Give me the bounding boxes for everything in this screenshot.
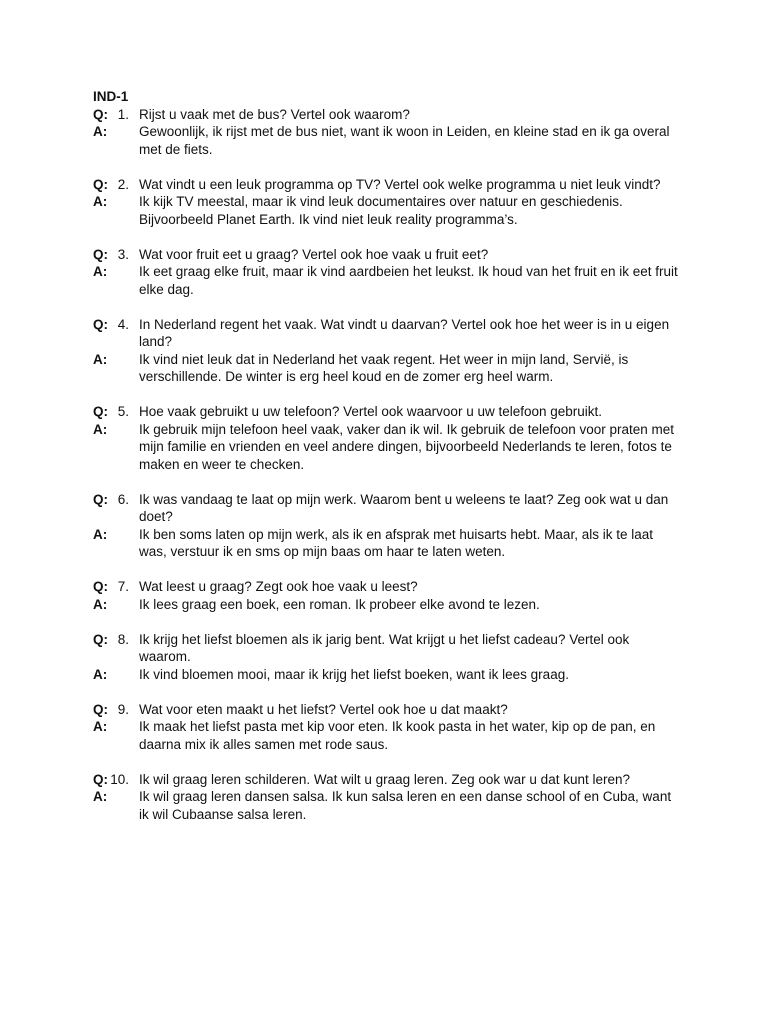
answer-text: Ik vind niet leuk dat in Nederland het vaak regent. Het weer in mijn land, Servië, is verschillende. De winter is erg heel koud en de zomer erg heel warm. xyxy=(139,351,629,384)
question-text: Rijst u vaak met de bus? Vertel ook waarom? xyxy=(139,106,410,122)
qa-item xyxy=(93,106,683,159)
item-number: 6. xyxy=(117,491,129,507)
answer-label: A: xyxy=(93,194,108,209)
answer-text: Ik gebruik mijn telefoon heel vaak, vaker dan ik wil. Ik gebruik de telefoon voor praten met mijn familie en vrienden en veel andere dingen, bijvoorbeeld Nederlands te leren, fotos te maken en weer te checken. xyxy=(139,421,675,472)
answer-line xyxy=(93,718,683,753)
answer-text: Ik vind bloemen mooi, maar ik krijg het liefst boeken, want ik lees graag. xyxy=(139,666,569,682)
question-label: Q: xyxy=(93,491,108,507)
item-number: 1. xyxy=(117,106,129,122)
question-text: Wat vindt u een leuk programma op TV? Vertel ook welke programma u niet leuk vindt? xyxy=(139,176,661,192)
answer-line xyxy=(93,193,683,228)
answer-line xyxy=(93,788,683,823)
question-label: Q: xyxy=(93,404,108,419)
answer-line xyxy=(93,596,683,614)
question-text: Wat voor fruit eet u graag? Vertel ook hoe vaak u fruit eet? xyxy=(139,246,489,262)
answer-text: Ik lees graag een boek, een roman. Ik probeer elke avond te lezen. xyxy=(139,596,540,612)
question-label: Q: xyxy=(93,106,108,122)
answer-text: Ik maak het liefst pasta met kip voor eten. Ik kook pasta in het water, kip op de pan, en daarna mix ik alles samen met rode saus. xyxy=(139,719,656,752)
answer-text: Ik eet graag elke fruit, maar ik vind aardbeien het leukst. Ik houd van het fruit en ik eet fruit elke dag. xyxy=(139,264,678,297)
item-number: 2. xyxy=(117,176,129,192)
answer-label: A: xyxy=(93,719,108,734)
question-line xyxy=(93,403,683,421)
question-text: In Nederland regent het vaak. Wat vindt u daarvan? Vertel ook hoe het weer is in u eigen land? xyxy=(139,316,670,349)
answer-label: A: xyxy=(93,264,108,279)
item-number: 4. xyxy=(117,316,129,332)
question-line xyxy=(93,316,683,351)
question-text: Wat leest u graag? Zegt ook hoe vaak u leest? xyxy=(139,579,418,594)
question-text: Hoe vaak gebruikt u uw telefoon? Vertel ook waarvoor u uw telefoon gebruikt. xyxy=(139,404,603,419)
qa-item xyxy=(93,246,683,299)
item-number: 7. xyxy=(117,579,129,594)
qa-item xyxy=(93,176,683,229)
question-label: Q: xyxy=(93,246,108,262)
question-line xyxy=(93,631,683,666)
question-label: Q: xyxy=(93,579,108,594)
answer-label: A: xyxy=(93,596,108,612)
question-line xyxy=(93,246,683,264)
answer-line xyxy=(93,421,683,474)
question-line xyxy=(93,701,683,719)
answer-text: Ik ben soms laten op mijn werk, als ik en afsprak met huisarts hebt. Maar, als ik te laat was, verstuur ik en sms op mijn baas om haar te laten weten. xyxy=(139,526,653,559)
question-line xyxy=(93,491,683,526)
question-line xyxy=(93,578,683,596)
question-text: Ik krijg het liefst bloemen als ik jarig bent. Wat krijgt u het liefst cadeau? Vertel ook waarom. xyxy=(139,631,630,664)
answer-label: A: xyxy=(93,351,108,367)
answer-line xyxy=(93,526,683,561)
answer-label: A: xyxy=(93,789,108,804)
answer-line xyxy=(93,123,683,158)
question-line xyxy=(93,771,683,789)
answer-line xyxy=(93,666,683,684)
question-text: Ik wil graag leren schilderen. Wat wilt u graag leren. Zeg ook war u dat kunt leren? xyxy=(139,771,630,787)
question-label: Q: xyxy=(93,176,108,192)
item-number: 3. xyxy=(117,246,129,262)
question-label: Q: xyxy=(93,631,108,647)
question-line xyxy=(93,176,683,194)
qa-list xyxy=(93,106,683,841)
answer-label: A: xyxy=(93,666,108,682)
answer-line xyxy=(93,263,683,298)
question-text: Ik was vandaag te laat op mijn werk. Waarom bent u weleens te laat? Zeg ook wat u dan doet? xyxy=(139,491,669,524)
qa-item xyxy=(93,771,683,824)
qa-item xyxy=(93,403,683,473)
answer-label: A: xyxy=(93,526,108,542)
answer-text: Ik kijk TV meestal, maar ik vind leuk documentaires over natuur en geschiedenis. Bijvoorbeeld Planet Earth. Ik vind niet leuk reality programma’s. xyxy=(139,194,623,227)
qa-item xyxy=(93,631,683,684)
answer-line xyxy=(93,351,683,386)
item-number: 10. xyxy=(110,771,129,787)
document-title: IND-1 xyxy=(93,89,129,104)
answer-label: A: xyxy=(93,124,108,139)
question-label: Q: xyxy=(93,316,108,332)
qa-item xyxy=(93,491,683,561)
item-number: 8. xyxy=(117,631,129,647)
qa-item xyxy=(93,316,683,386)
answer-label: A: xyxy=(93,421,108,437)
item-number: 9. xyxy=(117,701,129,717)
answer-text: Ik wil graag leren dansen salsa. Ik kun salsa leren en een danse school of en Cuba, want ik wil Cubaanse salsa leren. xyxy=(139,789,672,822)
question-line xyxy=(93,106,683,124)
qa-item xyxy=(93,701,683,754)
question-text: Wat voor eten maakt u het liefst? Vertel ook hoe u dat maakt? xyxy=(139,701,508,717)
item-number: 5. xyxy=(117,404,129,419)
question-label: Q: xyxy=(93,771,108,787)
qa-item xyxy=(93,578,683,613)
answer-text: Gewoonlijk, ik rijst met de bus niet, want ik woon in Leiden, en kleine stad en ik ga overal met de fiets. xyxy=(139,124,670,157)
question-label: Q: xyxy=(93,701,108,717)
